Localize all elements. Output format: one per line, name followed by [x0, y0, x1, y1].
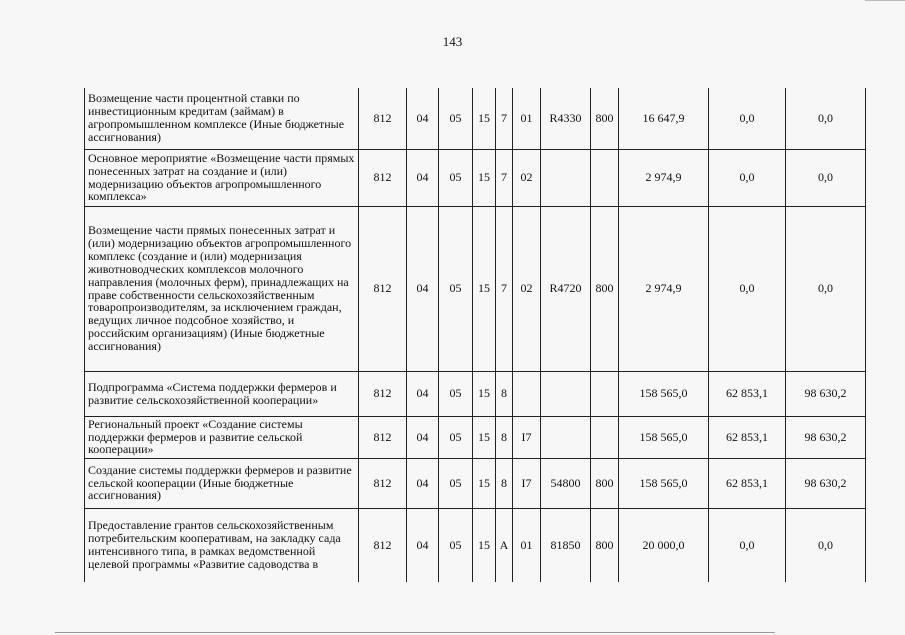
amount-year-1: 20 000,0	[619, 508, 709, 582]
program-code: 15	[473, 88, 496, 149]
amount-year-3: 98 630,2	[786, 416, 866, 458]
event-code: 01	[513, 508, 541, 582]
amount-year-3: 0,0	[786, 206, 866, 371]
expense-type-code: 800	[591, 458, 619, 508]
footer-rule	[55, 632, 775, 633]
program-code: 15	[473, 206, 496, 371]
direction-code	[541, 371, 591, 416]
table-row	[85, 88, 866, 149]
amount-year-2: 0,0	[709, 508, 786, 582]
subprogram-code: 7	[496, 206, 513, 371]
amount-year-3: 98 630,2	[786, 371, 866, 416]
subprogram-code: 8	[496, 458, 513, 508]
subprogram-code: 7	[496, 88, 513, 149]
event-code: 02	[513, 149, 541, 206]
row-name: Основное мероприятие «Возмещение части прямых понесенных затрат на создание и (или) модернизацию объектов агропромышленного комплекса»	[85, 149, 359, 206]
amount-year-2: 62 853,1	[709, 458, 786, 508]
section-code: 04	[407, 149, 439, 206]
program-code: 15	[473, 458, 496, 508]
grbs-code: 812	[359, 458, 407, 508]
amount-year-2: 0,0	[709, 149, 786, 206]
amount-year-3: 0,0	[786, 149, 866, 206]
grbs-code: 812	[359, 149, 407, 206]
subprogram-code: 8	[496, 371, 513, 416]
event-code: I7	[513, 416, 541, 458]
section-code: 04	[407, 508, 439, 582]
section-code: 04	[407, 206, 439, 371]
direction-code: 81850	[541, 508, 591, 582]
program-code: 15	[473, 508, 496, 582]
direction-code	[541, 149, 591, 206]
expense-type-code: 800	[591, 206, 619, 371]
budget-table	[84, 88, 866, 582]
amount-year-3: 0,0	[786, 88, 866, 149]
event-code: I7	[513, 458, 541, 508]
subsection-code: 05	[439, 416, 473, 458]
amount-year-1: 158 565,0	[619, 371, 709, 416]
subprogram-code: 8	[496, 416, 513, 458]
page-number: 143	[442, 34, 463, 49]
section-code: 04	[407, 458, 439, 508]
direction-code: R4720	[541, 206, 591, 371]
grbs-code: 812	[359, 371, 407, 416]
amount-year-2: 62 853,1	[709, 371, 786, 416]
amount-year-1: 158 565,0	[619, 458, 709, 508]
subsection-code: 05	[439, 371, 473, 416]
grbs-code: 812	[359, 508, 407, 582]
expense-type-code	[591, 149, 619, 206]
section-code: 04	[407, 371, 439, 416]
subprogram-code: 7	[496, 149, 513, 206]
table-row	[85, 508, 866, 582]
program-code: 15	[473, 371, 496, 416]
amount-year-2: 62 853,1	[709, 416, 786, 458]
grbs-code: 812	[359, 206, 407, 371]
scan-edge-mark	[865, 0, 905, 1]
event-code: 02	[513, 206, 541, 371]
direction-code: R4330	[541, 88, 591, 149]
direction-code: 54800	[541, 458, 591, 508]
section-code: 04	[407, 416, 439, 458]
section-code: 04	[407, 88, 439, 149]
expense-type-code	[591, 416, 619, 458]
amount-year-1: 2 974,9	[619, 149, 709, 206]
row-name: Создание системы поддержки фермеров и развитие сельской кооперации (Иные бюджетные ассигнования)	[85, 458, 359, 508]
row-name: Возмещение части прямых понесенных затрат и (или) модернизацию объектов агропромышленного комплекс (создание и (или) модернизация животноводческих комплексов молочного направления (молочных ферм), принадлежащих на праве собственности сельскохозяйственным товаропроизводителям, за исключением граждан, ведущих личное подсобное хозяйство, и российским организациям) (Иные бюджетные ассигнования)	[85, 206, 359, 371]
table-row	[85, 149, 866, 206]
amount-year-3: 0,0	[786, 508, 866, 582]
grbs-code: 812	[359, 416, 407, 458]
subprogram-code: А	[496, 508, 513, 582]
subsection-code: 05	[439, 149, 473, 206]
row-name: Подпрограмма «Система поддержки фермеров и развитие сельскохозяйственной кооперации»	[85, 371, 359, 416]
row-name: Предоставление грантов сельскохозяйственным потребительским кооперативам, на закладку сада интенсивного типа, в рамках ведомственной целевой программы «Развитие садоводства в	[85, 508, 359, 582]
amount-year-1: 158 565,0	[619, 416, 709, 458]
amount-year-1: 2 974,9	[619, 206, 709, 371]
table-row	[85, 371, 866, 416]
table-row	[85, 416, 866, 458]
subsection-code: 05	[439, 508, 473, 582]
amount-year-2: 0,0	[709, 88, 786, 149]
row-name: Региональный проект «Создание системы поддержки фермеров и развитие сельской кооперации»	[85, 416, 359, 458]
program-code: 15	[473, 416, 496, 458]
amount-year-1: 16 647,9	[619, 88, 709, 149]
amount-year-3: 98 630,2	[786, 458, 866, 508]
subsection-code: 05	[439, 206, 473, 371]
expense-type-code: 800	[591, 508, 619, 582]
row-name: Возмещение части процентной ставки по инвестиционным кредитам (займам) в агропромышленном комплексе (Иные бюджетные ассигнования)	[85, 88, 359, 149]
expense-type-code	[591, 371, 619, 416]
subsection-code: 05	[439, 88, 473, 149]
table-row	[85, 206, 866, 371]
grbs-code: 812	[359, 88, 407, 149]
event-code: 01	[513, 88, 541, 149]
subsection-code: 05	[439, 458, 473, 508]
table-row	[85, 458, 866, 508]
expense-type-code: 800	[591, 88, 619, 149]
direction-code	[541, 416, 591, 458]
event-code	[513, 371, 541, 416]
program-code: 15	[473, 149, 496, 206]
amount-year-2: 0,0	[709, 206, 786, 371]
